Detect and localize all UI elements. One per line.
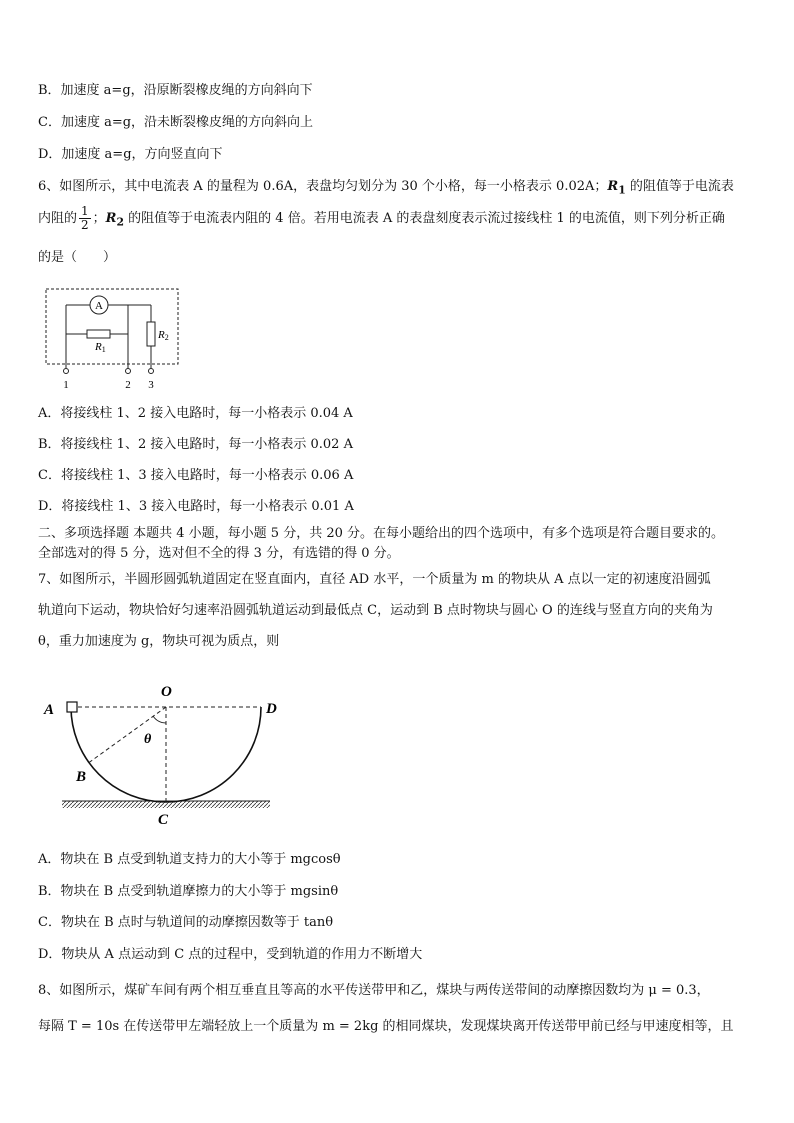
q6-stem-line3: 的是（ ） [38,250,117,265]
r2-label: R2 [158,329,169,342]
terminal-2-icon [126,369,131,374]
q6-option-a: A．将接线柱 1、2 接入电路时，每一小格表示 0.04 A [38,406,353,421]
q8-stem-line2: 每隔 T = 10s 在传送带甲左端轻放上一个质量为 m = 2kg 的相同煤块，发现煤块离开传送带甲前已经与甲速度相等，且 [38,1019,734,1034]
terminal-1-label: 1 [63,379,69,391]
terminal-3-label: 3 [148,379,154,391]
q7-stem-line3: θ，重力加速度为 g，物块可视为质点，则 [38,634,280,649]
q7-option-b: B．物块在 B 点受到轨道摩擦力的大小等于 mgsinθ [38,884,339,899]
label-b: B [76,769,87,785]
q6-option-b: B．将接线柱 1、2 接入电路时，每一小格表示 0.02 A [38,437,353,452]
semicircle-track-diagram [40,675,290,830]
q7-stem-line1: 7、如图所示，半圆形圆弧轨道固定在竖直面内，直径 AD 水平，一个质量为 m 的物块从 A 点以一定的初速度沿圆弧 [38,572,711,587]
q6-option-d: D．将接线柱 1、3 接入电路时，每一小格表示 0.01 A [38,499,354,514]
ammeter-label: A [95,300,103,312]
q5-option-b: B．加速度 a=g，沿原断裂橡皮绳的方向斜向下 [38,83,313,98]
r1-label: R1 [95,341,106,354]
label-c: C [158,812,169,828]
q5-option-d: D．加速度 a=g，方向竖直向下 [38,147,223,162]
block-icon [67,702,77,712]
section2-heading-line2: 全部选对的得 5 分，选对但不全的得 3 分，有选错的得 0 分。 [38,546,400,561]
q7-stem-line2: 轨道向下运动，物块恰好匀速率沿圆弧轨道运动到最低点 C，运动到 B 点时物块与圆心 O 的连线与竖直方向的夹角为 [38,603,713,618]
terminal-1-icon [64,369,69,374]
q5-option-c: C．加速度 a=g，沿未断裂橡皮绳的方向斜向上 [38,115,314,130]
q6-stem-line1: 6、如图所示，其中电流表 A 的量程为 0.6A，表盘均匀划分为 30 个小格，每一小格表示 0.02A；$R_1$ 的阻值等于电流表 [38,179,734,197]
q6-stem-line2: 内阻的 $\frac{1}{2}$ ；$R_2$ 的阻值等于电流表内阻的 4 倍。若用电流表 A 的表盘刻度表示流过接线柱 1 的电流值，则下列分析正确 [38,204,725,232]
resistor-r1 [87,330,110,338]
terminal-3-icon [149,369,154,374]
terminal-2-label: 2 [125,379,131,391]
label-theta: θ [144,732,152,747]
q7-option-c: C．物块在 B 点时与轨道间的动摩擦因数等于 tanθ [38,915,334,930]
q8-stem-line1: 8、如图所示，煤矿车间有两个相互垂直且等高的水平传送带甲和乙，煤块与两传送带间的动摩擦因数均为 μ = 0.3， [38,983,710,998]
label-d: D [266,701,277,717]
resistor-r2 [147,322,155,346]
radius-ob [87,707,166,764]
angle-arc [153,716,166,723]
section2-heading-line1: 二、多项选择题 本题共 4 小题，每小题 5 分，共 20 分。在每小题给出的四个选项中，有多个选项是符合题目要求的。 [38,526,725,541]
circuit-diagram [40,284,185,394]
q7-option-a: A．物块在 B 点受到轨道支持力的大小等于 mgcosθ [38,852,341,867]
q6-option-c: C．将接线柱 1、3 接入电路时，每一小格表示 0.06 A [38,468,354,483]
q7-option-d: D．物块从 A 点运动到 C 点的过程中，受到轨道的作用力不断增大 [38,947,423,962]
fraction-half: $\frac{1}{2}$ [81,204,89,232]
label-a: A [44,702,55,718]
label-o: O [161,684,172,700]
